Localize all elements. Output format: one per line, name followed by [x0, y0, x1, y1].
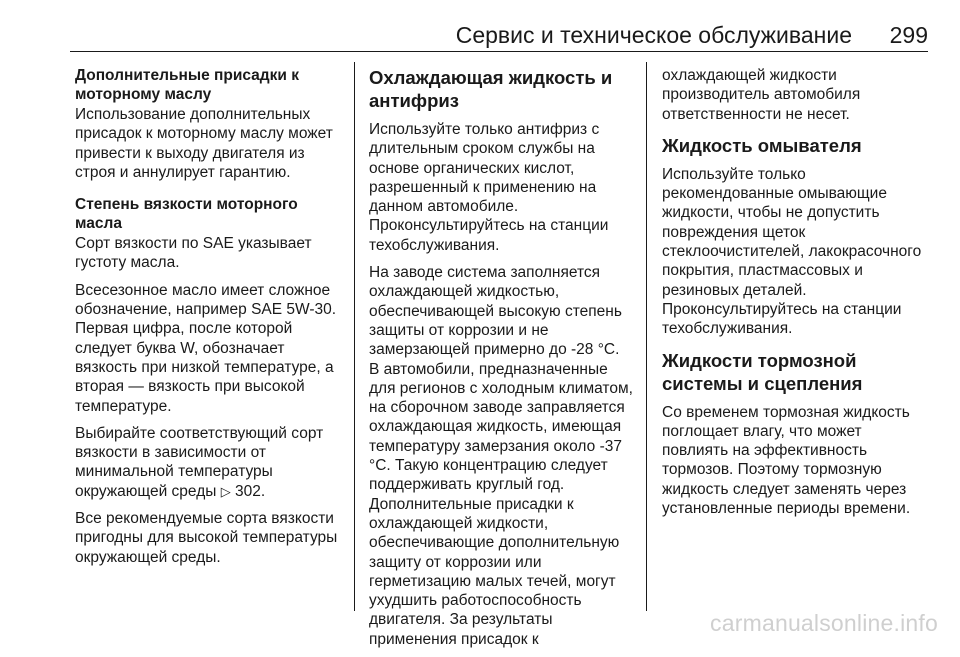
- page-reference-arrow-icon: ▷: [220, 483, 231, 499]
- paragraph: Используйте только антифриз с длительным сроком службы на основе органических кислот, разрешенный к применению на данном автомобиле. Проконсультируйтесь на станции техобслуживания.: [369, 121, 609, 254]
- heading-coolant-antifreeze: Охлаждающая жидкость и антифриз: [369, 67, 613, 111]
- running-title: Сервис и техническое обслуживание: [455, 22, 852, 48]
- paragraph: Сорт вязкости по SAE указывает густоту масла.: [75, 235, 312, 272]
- paragraph: Все рекомендуемые сорта вязкости пригодны для высокой температуры окружающей среды.: [75, 510, 338, 566]
- header-rule: [70, 51, 928, 52]
- paragraph: Всесезонное масло имеет сложное обозначение, например SAE 5W-30. Первая цифра, после которой следует буква W, обозначает вязкость при низкой температуре, а вторая — вязкость при высокой температуре.: [75, 281, 337, 415]
- paragraph: охлаждающей жидкости производитель автомобиля ответственности не несет.: [662, 67, 861, 123]
- page-number: 299: [889, 22, 928, 48]
- heading-oil-viscosity: Степень вязкости моторного масла: [75, 196, 298, 233]
- heading-oil-additives: Дополнительные присадки к моторному маслу: [75, 67, 299, 103]
- paragraph-text: Выбирайте соответствующий сорт вязкости в зависимости от минимальной температуры окружающей среды: [75, 424, 324, 500]
- page-header: [70, 20, 928, 50]
- column-left: [75, 66, 347, 575]
- paragraph: Со временем тормозная жидкость поглощает влагу, что может повлиять на эффективность тормозов. Поэтому тормозную жидкость следует заменять через установленные периоды времени.: [662, 403, 911, 518]
- heading-washer-fluid: Жидкость омывателя: [662, 134, 862, 156]
- column-middle: [369, 66, 633, 657]
- paragraph: [75, 424, 347, 501]
- paragraph: Используйте только рекомендованные омывающие жидкости, чтобы не допустить повреждения щеток стеклоочистителей, лакокрасочного покрытия, пластмассовых и резиновых деталей. Проконсультируйтесь на станции техобслуживания.: [662, 165, 922, 338]
- column-divider: [354, 62, 355, 611]
- paragraph: Использование дополнительных присадок к моторному маслу может привести к выходу двигателя из строя и аннулирует гарантию.: [75, 106, 333, 181]
- watermark: carmanualsonline.info: [710, 610, 938, 636]
- heading-brake-clutch-fluid: Жидкости тормозной системы и сцепления: [662, 349, 863, 394]
- column-divider: [646, 62, 647, 611]
- paragraph: На заводе система заполняется охлаждающей жидкостью, обеспечивающей высокую степень защиты от коррозии и не замерзающей примерно до -28 °C. В автомобили, предназначенные для регионов с холодным климатом, на сборочном заводе заправляется охлаждающая жидкость, имеющая температуру замерзания около -37 °C. Такую концентрацию следует поддерживать круглый год. Дополнительные присадки к охлаждающей жидкости, обеспечивающие дополнительную защиту от коррозии или герметизацию малых течей, могут ухудшить работоспособность двигателя. За результаты применения присадок к: [369, 264, 633, 648]
- page-reference[interactable]: 302.: [235, 482, 266, 500]
- column-right: [662, 66, 928, 526]
